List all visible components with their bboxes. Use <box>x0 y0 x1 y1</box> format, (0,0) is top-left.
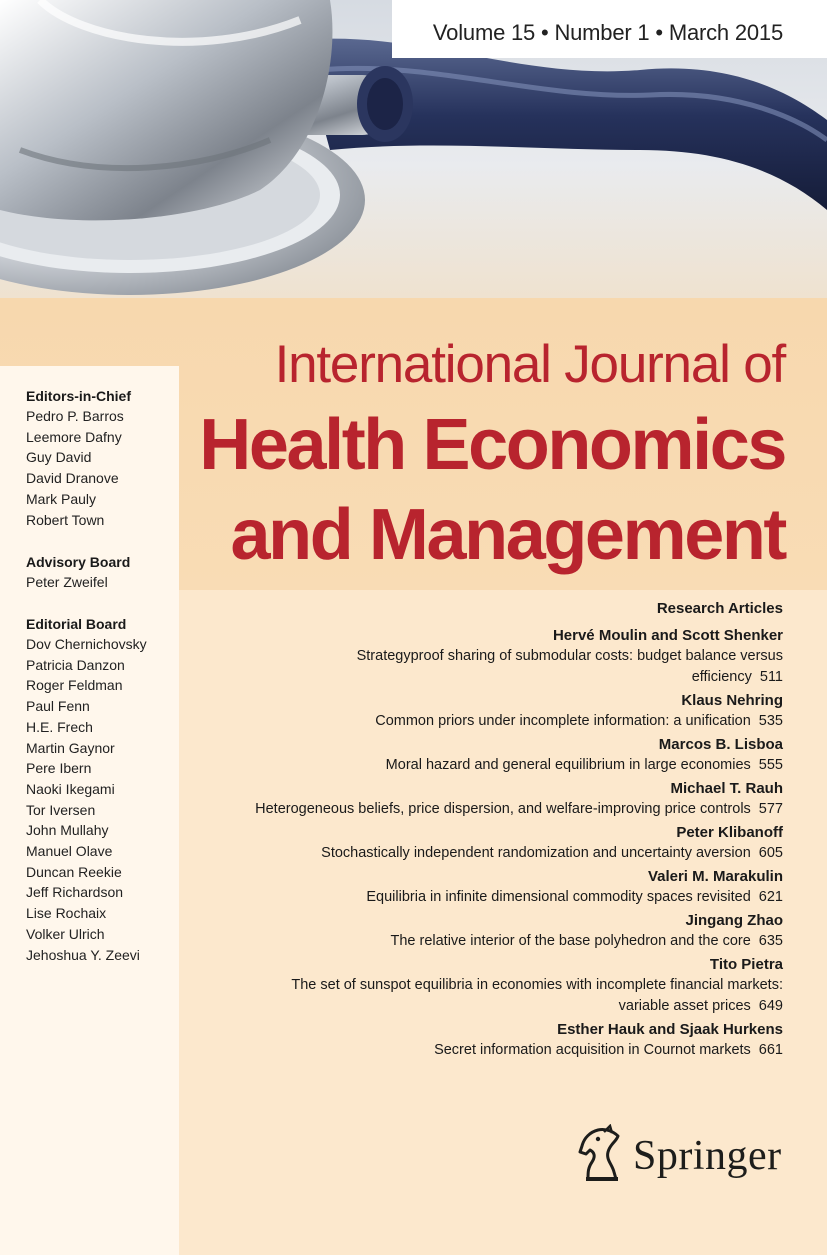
board-member: Paul Fenn <box>26 698 90 715</box>
springer-logo <box>574 1124 789 1184</box>
table-of-contents <box>183 600 783 1064</box>
article-title: Strategyproof sharing of submodular costs: budget balance versus <box>356 648 783 664</box>
board-member: Duncan Reekie <box>26 863 122 880</box>
issue-date: March 2015 <box>668 20 783 45</box>
editor-name: David Dranove <box>26 470 119 487</box>
article-title-text: Secret information acquisition in Cournot markets <box>434 1042 751 1058</box>
article-author: Tito Pietra <box>709 956 783 973</box>
advisory-board-section <box>26 552 130 593</box>
article-page: 577 <box>758 801 783 817</box>
issue-banner <box>392 0 827 58</box>
article-entry <box>183 823 783 864</box>
separator: • <box>541 20 549 45</box>
article-page: 535 <box>758 713 783 729</box>
article-title <box>183 711 783 732</box>
article-entry <box>183 779 783 820</box>
editor-name: Leemore Dafny <box>26 428 122 445</box>
article-author: Marcos B. Lisboa <box>658 736 783 753</box>
article-title-text: Heterogeneous beliefs, price dispersion, and welfare-improving price controls <box>255 801 751 817</box>
editor-name: Robert Town <box>26 511 105 528</box>
article-title: The set of sunspot equilibria in economies with incomplete financial markets: <box>291 977 783 993</box>
board-member: Dov Chernichovsky <box>26 636 147 652</box>
board-member: Pere Ibern <box>26 760 92 777</box>
article-title-text: Stochastically independent randomization and uncertainty aversion <box>321 845 751 861</box>
volume: Volume 15 <box>432 20 536 45</box>
article-title-text: Moral hazard and general equilibrium in large economies <box>385 757 751 773</box>
journal-title-line2: Health Economics <box>199 405 785 485</box>
article-page: 635 <box>758 933 783 949</box>
article-title-text: The relative interior of the base polyhedron and the core <box>390 933 751 949</box>
article-title <box>183 1040 783 1061</box>
article-title-cont <box>183 667 783 688</box>
article-author: Esther Hauk and Sjaak Hurkens <box>557 1021 783 1038</box>
board-member: Volker Ulrich <box>26 925 105 942</box>
article-entry <box>183 735 783 776</box>
advisory-heading: Advisory Board <box>26 554 131 570</box>
article-page: 555 <box>758 757 783 773</box>
article-author: Klaus Nehring <box>681 692 783 709</box>
advisory-name: Peter Zweifel <box>26 574 108 590</box>
article-entry <box>183 626 783 688</box>
article-title-text: Common priors under incomplete information: a unification <box>375 713 751 729</box>
section-title: Research Articles <box>656 600 783 617</box>
separator: • <box>655 20 663 45</box>
board-member: Manuel Olave <box>26 843 113 860</box>
editorial-board-section <box>26 614 147 965</box>
article-page: 649 <box>758 998 783 1014</box>
board-member: Roger Feldman <box>26 677 123 694</box>
article-title-cont <box>183 996 783 1017</box>
article-title <box>183 931 783 952</box>
article-title-text: Equilibria in infinite dimensional commodity spaces revisited <box>366 889 751 905</box>
board-member: Naoki Ikegami <box>26 780 115 797</box>
board-member: Jeff Richardson <box>26 884 124 901</box>
board-member: Martin Gaynor <box>26 739 115 756</box>
article-title-text: variable asset prices <box>618 998 751 1014</box>
board-member: Tor Iversen <box>26 801 96 818</box>
article-page: 511 <box>759 669 783 685</box>
issue-info <box>433 20 783 46</box>
board-member: John Mullahy <box>26 822 109 839</box>
article-author: Michael T. Rauh <box>670 780 783 797</box>
article-title <box>183 887 783 908</box>
article-page: 605 <box>758 845 783 861</box>
article-author: Jingang Zhao <box>685 912 783 929</box>
article-entry <box>183 1020 783 1061</box>
editors-heading: Editors-in-Chief <box>26 388 131 404</box>
editors-in-chief-section <box>26 386 131 530</box>
article-title <box>183 843 783 864</box>
article-title <box>183 799 783 820</box>
article-author: Peter Klibanoff <box>676 824 783 841</box>
article-entry <box>183 955 783 1017</box>
editorial-sidebar <box>0 366 179 1255</box>
board-member: H.E. Frech <box>26 718 93 735</box>
article-page: 661 <box>758 1042 783 1058</box>
editorial-heading: Editorial Board <box>26 616 127 632</box>
publisher-name: Springer <box>633 1133 782 1179</box>
editor-name: Pedro P. Barros <box>26 408 124 424</box>
board-member: Lise Rochaix <box>26 905 107 922</box>
chess-knight-icon <box>576 1124 628 1182</box>
board-member: Jehoshua Y. Zeevi <box>26 946 140 963</box>
editor-name: Guy David <box>26 449 92 466</box>
number: Number 1 <box>554 20 650 45</box>
journal-title-line3: and Management <box>230 495 785 575</box>
article-author: Valeri M. Marakulin <box>647 868 783 885</box>
board-member: Patricia Danzon <box>26 656 125 673</box>
article-entry <box>183 911 783 952</box>
article-entry <box>183 867 783 908</box>
article-entry <box>183 691 783 732</box>
journal-title-line1: International Journal of <box>274 335 785 394</box>
editor-name: Mark Pauly <box>26 490 97 507</box>
article-page: 621 <box>758 889 783 905</box>
article-title-text: efficiency <box>691 669 752 685</box>
article-title <box>183 755 783 776</box>
article-author: Hervé Moulin and Scott Shenker <box>552 627 783 644</box>
